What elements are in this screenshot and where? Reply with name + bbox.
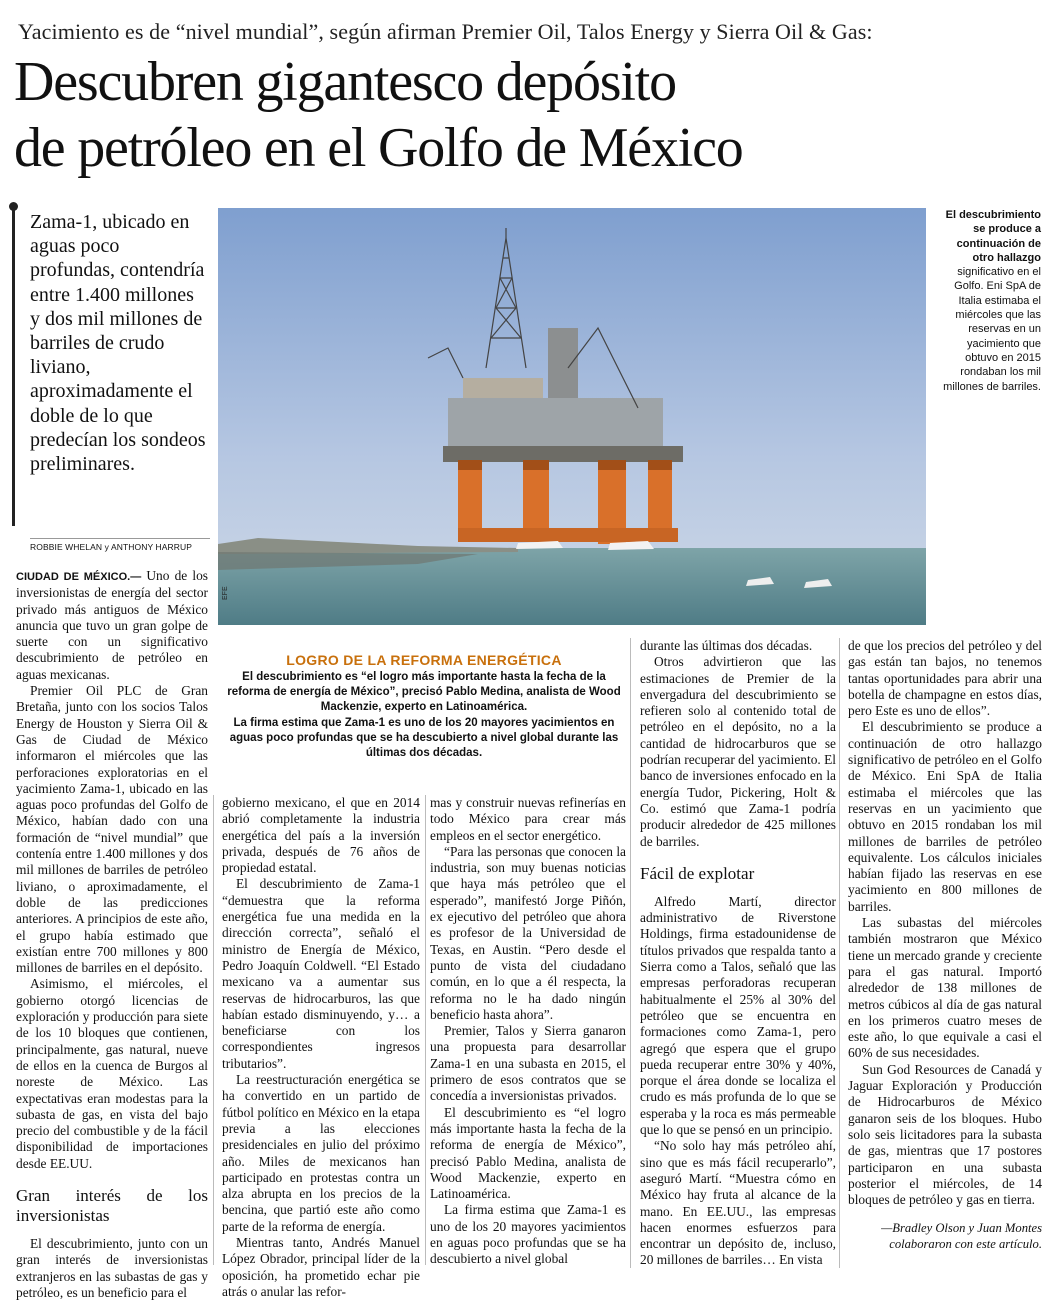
body-paragraph: Sun God Resources de Canadá y Jaguar Exploración y Producción de Hidrocarburos de México ganaron seis de los bloques. Hubo solo seis licitadores para la subasta de gas, mientras que 17 postores participaron en una subasta posterior el miércoles, de 14 bloques de petróleo y gas en tierra. — [848, 1061, 1042, 1208]
pullout-title: LOGRO DE LA REFORMA ENERGÉTICA — [286, 652, 562, 668]
sidebar-bold-lead: El descubrimiento se produce a continuación de otro hallazgo — [945, 209, 1041, 264]
column-divider — [213, 795, 214, 1265]
body-paragraph: durante las últimas dos décadas. — [640, 638, 813, 653]
body-paragraph: El descubrimiento se produce a continuación de otro hallazgo significativo de petróleo en el Golfo de México. Eni SpA de Italia estimaba el miércoles que las reservas en un yacimiento que obtuvo en 2015 rondaban los mil millones de barriles de petróleo equivalente. Los cálculos iniciales habían fijado las reservas en ese yacimiento en 800 millones de barriles. — [848, 719, 1042, 914]
article-column-2 — [222, 795, 420, 1300]
pullout-paragraph: El descubrimiento es “el logro más importante hasta la fecha de la reforma de energía de México”, precisó Pablo Medina, analista de Wood Mackenzie, experto en Latinoamérica. — [227, 671, 621, 713]
deck-rule — [12, 208, 15, 526]
body-paragraph: mas y construir nuevas refinerías en todo México para crear más empleos en el sector energético. — [430, 795, 626, 843]
body-paragraph: Asimismo, el miércoles, el gobierno otorgó licencias de exploración y producción para siete de los 10 bloques que contienen, principalmente, gas natural, nueve de ellos en la cuenca de Burgos al noreste de México. Las expectativas eran modestas para la subasta de gas, en vista del bajo precio del combustible y de la fácil disponibilidad de importaciones desde EE.UU. — [16, 976, 208, 1171]
column-divider — [630, 638, 631, 1268]
body-paragraph: “Para las personas que conocen la industria, son muy buenas noticias que haya más petróleo que el esperado”, manifestó Jorge Piñón, ex ejecutivo del petróleo que ahora es profesor de la Universidad de Texas, en Austin. “Pero desde el punto de vista del ciudadano común, en lo que a él respecta, la reforma no le ha dado ningún beneficio hasta ahora”. — [430, 843, 626, 1022]
body-paragraph: de que los precios del petróleo y del gas están tan bajos, no tenemos tantas oportunidades para abrir una botella de champagne en estos días, pero Este es uno de ellos”. — [848, 638, 1042, 719]
body-paragraph: El descubrimiento es “el logro más importante hasta la fecha de la reforma de energía de México”, precisó Pablo Medina, analista de Wood Mackenzie, experto en Latinoamérica. — [430, 1104, 626, 1202]
subhead-easy: Fácil de explotar — [640, 863, 755, 883]
column-divider — [425, 795, 426, 1265]
headline-line-2: de petróleo en el Golfo de México — [14, 117, 743, 179]
article-column-4 — [640, 638, 836, 1269]
body-paragraph: gobierno mexicano, el que en 2014 abrió completamente la industria energética del país a la inversión privada, después de 76 años de propiedad estatal. — [222, 795, 420, 876]
deck-summary: Zama-1, ubicado en aguas poco profundas, contendría entre 1.400 millones y dos mil millones de barriles de crudo liviano, aproximadamente el doble de lo que predecían los sondeos preliminares. — [30, 211, 206, 476]
photo-credit: EFE — [222, 586, 229, 600]
body-paragraph: “No solo hay más petróleo ahí, sino que es más fácil recuperarlo”, aseguró Martí. “Muestra cómo en México hay fruta al alcance de la mano. En EE.UU., las empresas hacen enormes esfuerzos para encontrar un depósito de, incluso, 20 millones de barriles… En vista — [640, 1138, 836, 1268]
body-paragraph: Premier Oil PLC de Gran Bretaña, junto con los socios Talos Energy de Houston y Sierra Oil & Gas de Ciudad de México informaron el miércoles que las perforaciones exploratorias en el yacimiento Zama-1, ubicado en las aguas poco profundas del Golfo de México, habían dado con una formación de “nivel mundial” que contenía entre 1.400 millones y dos mil millones de barriles de petróleo liviano, o aproximadamente, el doble de las predicciones anteriores. A principios de este año, el grupo había estimado que existían entre 700 millones y 800 millones de barriles en el depósito. — [16, 683, 208, 976]
body-paragraph: El descubrimiento, junto con un gran interés de inversionistas extranjeros en las subastas de gas y petróleo, es un beneficio para el — [16, 1235, 208, 1300]
column-divider — [839, 638, 840, 1268]
pullout-box — [222, 652, 626, 761]
body-paragraph: Las subastas del miércoles también mostraron que México tiene un mercado grande y creciente para el gas natural. Importó alrededor de 138 millones de metros cúbicos al día de gas natural en los primeros cuatro meses de este año, lo que equivale a casi el 60% de sus necesidades. — [848, 915, 1042, 1061]
oil-platform-photo — [218, 208, 926, 625]
pullout-paragraph: La firma estima que Zama-1 es uno de los 20 mayores yacimientos en aguas poco profundas que se ha descubierto a nivel global durante las últimas dos décadas. — [229, 717, 619, 759]
dateline: CIUDAD DE MÉXICO.— — [16, 571, 142, 583]
article-column-1 — [16, 568, 208, 1301]
headline — [14, 52, 1034, 178]
body-paragraph: Mientras tanto, Andrés Manuel López Obrador, principal líder de la oposición, ha prometido echar pie atrás o anular las refor- — [222, 1235, 420, 1299]
sidebar-text: significativo en el Golfo. Eni SpA de Italia estimaba el miércoles que las reservas en un yacimiento que obtuvo en 2015 rondaban los mil millones de barriles. — [943, 266, 1041, 393]
body-paragraph: La firma estima que Zama-1 es uno de los 20 mayores yacimientos en aguas poco profundas que se ha descubierto a nivel global — [430, 1202, 626, 1267]
sidebar-note — [937, 208, 1041, 394]
body-paragraph: Premier, Talos y Sierra ganaron una propuesta para desarrollar Zama-1 en una subasta en 2015, el primero de esos contratos que se concedía a inversionistas privados. — [430, 1023, 626, 1104]
body-paragraph: CIUDAD DE MÉXICO.— Uno de los inversionistas de energía del sector privado más antiguos de México anuncia que tuvo un gran golpe de suerte con un significativo descubrimiento de petróleo en aguas mexicanas. — [16, 568, 208, 682]
byline: ROBBIE WHELAN y ANTHONY HARRUP — [30, 538, 210, 552]
article-column-3 — [430, 795, 626, 1268]
signoff: —Bradley Olson y Juan Montes colaboraron con este artículo. — [881, 1221, 1042, 1252]
body-paragraph: La reestructuración energética se ha convertido en un partido de fútbol político en México en la etapa previa a las elecciones presidenciales en julio del próximo año. Miles de mexicanos han participado en protestas contra un alza abrupta en los precios de la bencina, que partió este año como parte de la reforma de energía. — [222, 1072, 420, 1234]
body-paragraph: El descubrimiento de Zama-1 “demuestra que la reforma energética fue una medida en la dirección correcta”, señaló el ministro de Energía de México, Pedro Joaquín Coldwell. “El Estado mexicano va a aumentar sus reservas de hidrocarburos, las que habían estado disminuyendo, y… a beneficiarse con los correspondientes ingresos tributarios”. — [222, 876, 420, 1071]
article-column-5 — [848, 638, 1042, 1252]
subhead-investors: Gran interés de los inversionistas — [16, 1185, 208, 1225]
oil-platform-illustration — [218, 208, 926, 625]
kicker: Yacimiento es de “nivel mundial”, según afirman Premier Oil, Talos Energy y Sierra Oil & Gas: — [18, 19, 873, 44]
body-paragraph: Otros advirtieron que las estimaciones de Premier de la envergadura del descubrimiento se refieren solo al contenido total de petróleo en el depósito, no a la cantidad de hidrocarburos que se podrían recuperar del yacimiento. El banco de inversiones enfocado en la energía Tudor, Pickering, Holt & Co. estimó que Zama-1 podría producir alrededor de 425 millones de barriles. — [640, 654, 836, 849]
body-paragraph: Alfredo Martí, director administrativo de Riverstone Holdings, firma estadounidense de títulos privados que respalda tanto a Sierra como a Talos, señaló que las empresas perforadoras recuperan habitualmente el 25% al 30% del petróleo que se encuentra en formaciones como Zama-1, pero agregó que espera que el grupo pueda recuperar entre 30% y 40%, porque el área donde se localiza el crudo es más profunda de lo que se esperaba y la roca es más permeable que lo que se pensó en un principio. — [640, 893, 836, 1138]
headline-line-1: Descubren gigantesco depósito — [14, 51, 676, 113]
